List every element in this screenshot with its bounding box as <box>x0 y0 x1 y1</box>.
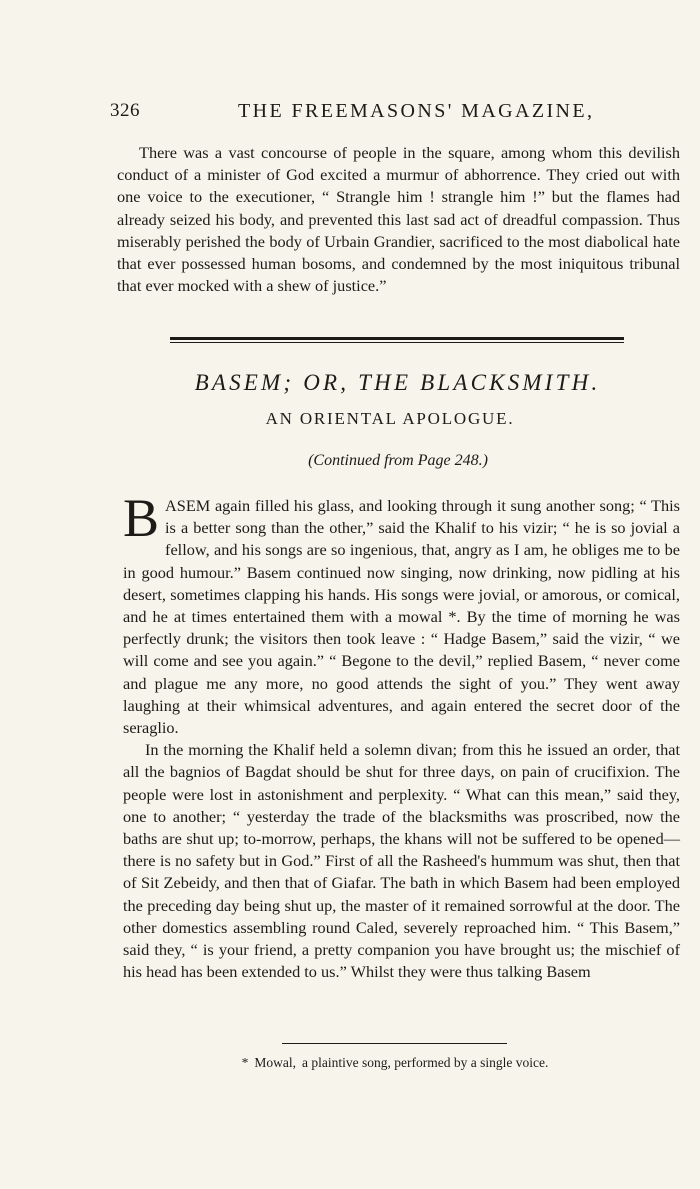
footnote <box>0 1055 700 1071</box>
drop-cap: B <box>123 488 160 548</box>
footnote-mark: * <box>241 1055 249 1070</box>
continued-note: (Continued from Page 248.) <box>308 452 488 469</box>
paragraph-2: In the morning the Khalif held a solemn divan; from this he issued an order, that all the bagnios of Bagdat should be shut for three days, on pain of crucifixion. The people were lost in astonishment and perplexity. “ What can this mean,” said they, one to another; “ yesterday the trade of the blacksmiths was proscribed, now the baths are shut up; to-morrow, perhaps, the khans will not be suffered to be opened—there is no safety but in God.” First of all the Rasheed's hummum was shut, then that of Sit Zebeidy, and then that of Giafar. The bath in which Basem had been employed the preceding day being shut up, the master of it remained sorrowful at the door. The other domestics assembling round Caled, severely reproached him. “ This Basem,” said they, “ is your friend, a pretty companion you have brought us; the mischief of his head has been extended to us.” Whilst they were thus talking Basem <box>123 740 680 982</box>
page-number: 326 <box>110 100 140 121</box>
journal-title: THE FREEMASONS' MAGAZINE, <box>238 100 595 122</box>
footnote-rule <box>282 1043 507 1044</box>
paragraph-1 <box>123 488 680 739</box>
running-head <box>110 100 680 126</box>
previous-article-ending <box>117 142 680 297</box>
article-subtitle: AN ORIENTAL APOLOGUE. <box>265 409 515 428</box>
closing-paragraph: There was a vast concourse of people in the square, among whom this devilish conduct of a minister of God excited a murmur of abhorrence. They cried out with one voice to the executioner, “ Strangle him ! strangle him !” but the flames had already seized his body, and prevented this last sad act of dreadful compassion. Thus miserably perished the body of Urbain Grandier, sacrificed to the most diabolical hate that ever possessed human bosoms, and condemned by the most iniquitous tribunal that ever mocked with a shew of justice.” <box>117 143 680 296</box>
article-title: BASEM; OR, THE BLACKSMITH. <box>194 370 601 395</box>
footnote-term: Mowal, <box>254 1055 297 1070</box>
paragraph-1-text: ASEM again filled his glass, and looking through it sung another song; “ This is a better song than the other,” said the Khalif to his vizir; “ he is so jovial a fellow, and his songs are so ingenious, that, angry as I am, he obliges me to be in good humour.” Basem continued now singing, now drinking, now pidling at his desert, sometimes clapping his hands. His songs were jovial, or amorous, or comical, and he at times entertained them with a mowal *. By the time of morning he was perfectly drunk; the visitors then took leave : “ Hadge Basem,” said the vizir, “ we will come and see you again.” “ Begone to the devil,” replied Basem, “ never come and plague me any more, no good attends the sight of you.” They went away laughing at their whimsical adventures, and again entered the secret door of the seraglio. <box>123 496 680 738</box>
section-divider-rule <box>170 337 624 340</box>
footnote-definition: a plaintive song, performed by a single voice. <box>302 1055 549 1070</box>
article-body <box>123 488 680 983</box>
